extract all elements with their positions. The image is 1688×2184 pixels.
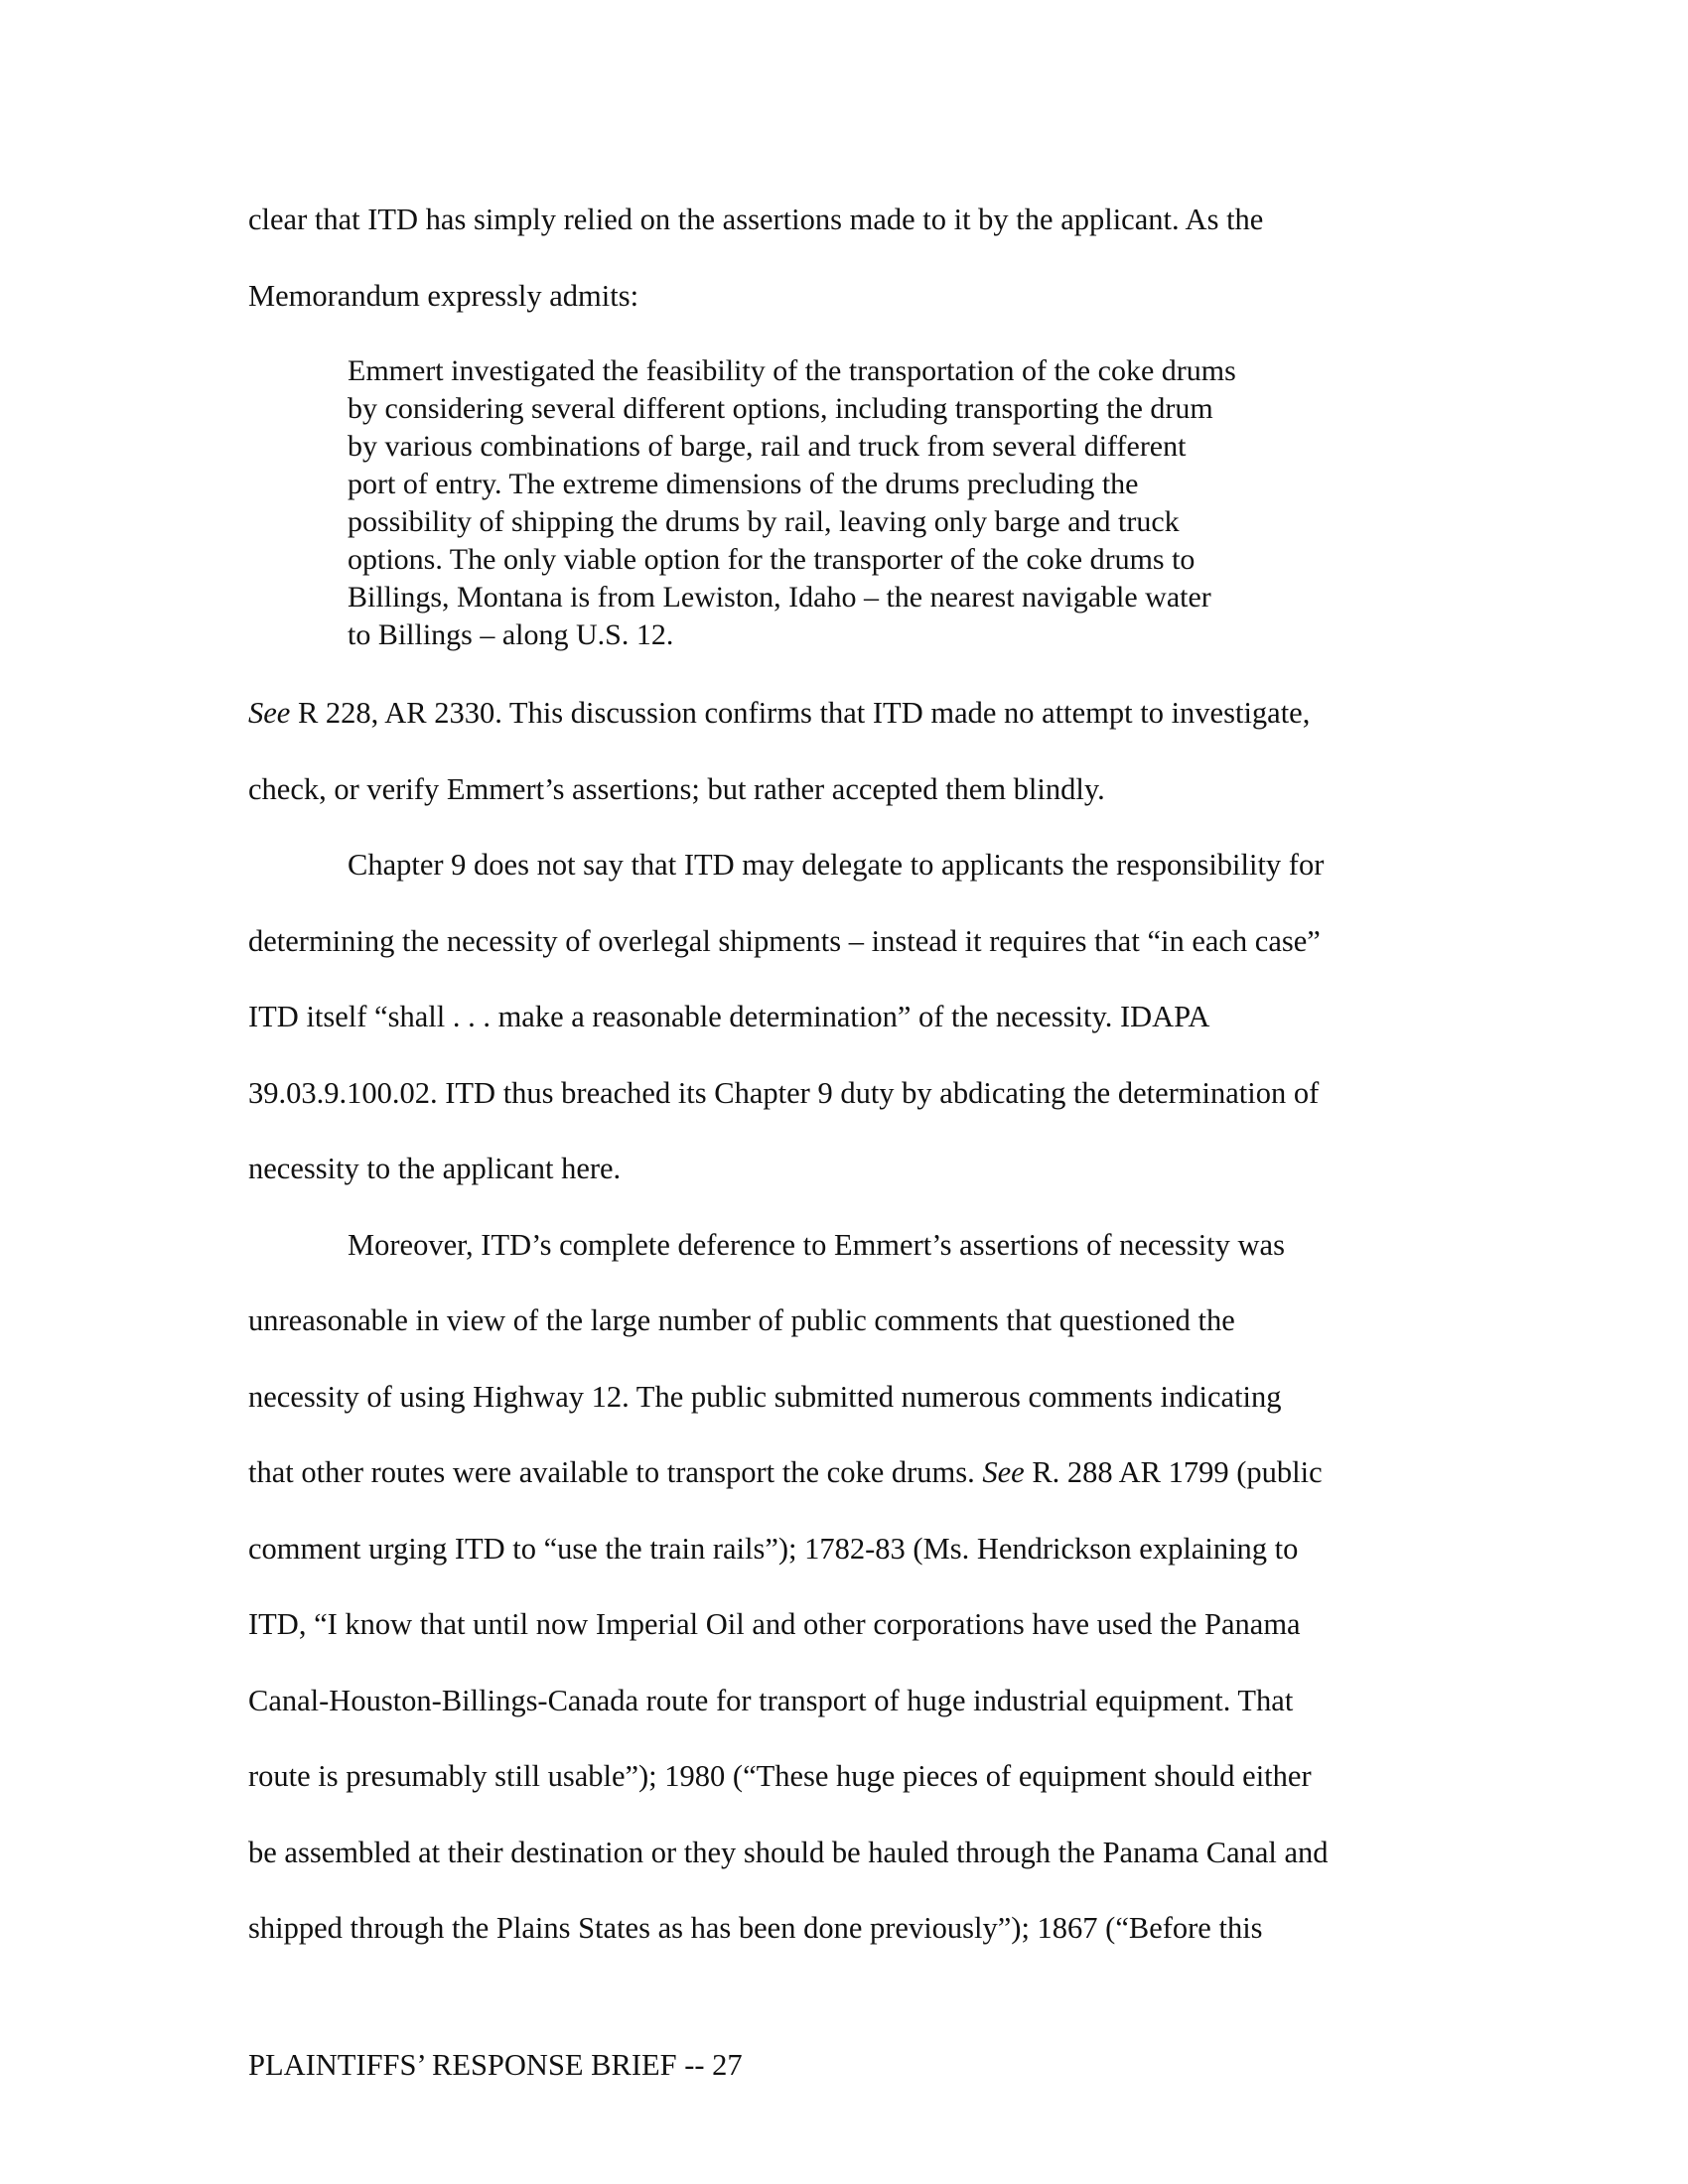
body-line: Chapter 9 does not say that ITD may delegate to applicants the responsibility for (348, 848, 1325, 882)
blockquote-line: possibility of shipping the drums by rail, leaving only barge and truck (348, 505, 1180, 538)
body-line: necessity to the applicant here. (248, 1152, 622, 1185)
page-footer: PLAINTIFFS’ RESPONSE BRIEF -- 27 (248, 2048, 743, 2082)
blockquote-line: options. The only viable option for the transporter of the coke drums to (348, 543, 1196, 576)
citation-signal: See (982, 1455, 1025, 1489)
body-line: Canal-Houston-Billings-Canada route for transport of huge industrial equipment. That (248, 1684, 1294, 1717)
blockquote-line: by considering several different options, including transporting the drum (348, 392, 1213, 425)
body-line: ITD, “I know that until now Imperial Oil and other corporations have used the Panama (248, 1607, 1301, 1641)
body-text: R. 288 AR 1799 (public (1024, 1455, 1323, 1489)
body-line: ITD itself “shall . . . make a reasonable determination” of the necessity. IDAPA (248, 1000, 1210, 1033)
body-line: route is presumably still usable”); 1980 (“These huge pieces of equipment should either (248, 1759, 1312, 1793)
citation-signal: See (248, 696, 291, 730)
body-line: Moreover, ITD’s complete deference to Emmert’s assertions of necessity was (348, 1228, 1285, 1262)
blockquote-line: port of entry. The extreme dimensions of the drums precluding the (348, 468, 1139, 500)
body-line: be assembled at their destination or they should be hauled through the Panama Canal and (248, 1836, 1329, 1869)
body-line: comment urging ITD to “use the train rails”); 1782-83 (Ms. Hendrickson explaining to (248, 1532, 1299, 1566)
blockquote-line: to Billings – along U.S. 12. (348, 618, 674, 651)
body-line: check, or verify Emmert’s assertions; but rather accepted them blindly. (248, 772, 1105, 806)
body-line: necessity of using Highway 12. The public submitted numerous comments indicating (248, 1380, 1282, 1414)
body-text: that other routes were available to transport the coke drums. (248, 1455, 983, 1489)
body-line: clear that ITD has simply relied on the assertions made to it by the applicant. As the (248, 203, 1264, 236)
body-line (248, 695, 1310, 731)
blockquote-line: Billings, Montana is from Lewiston, Idaho – the nearest navigable water (348, 581, 1211, 614)
body-line: Memorandum expressly admits: (248, 279, 639, 313)
body-line (248, 1454, 1323, 1490)
body-line: unreasonable in view of the large number of public comments that questioned the (248, 1303, 1235, 1337)
blockquote-line: by various combinations of barge, rail and truck from several different (348, 430, 1187, 463)
blockquote-line: Emmert investigated the feasibility of the transportation of the coke drums (348, 354, 1236, 387)
body-line: determining the necessity of overlegal shipments – instead it requires that “in each case” (248, 924, 1321, 958)
body-line: 39.03.9.100.02. ITD thus breached its Chapter 9 duty by abdicating the determination of (248, 1076, 1320, 1110)
body-text: R 228, AR 2330. This discussion confirms that ITD made no attempt to investigate, (290, 696, 1311, 730)
body-line: shipped through the Plains States as has been done previously”); 1867 (“Before this (248, 1911, 1263, 1945)
